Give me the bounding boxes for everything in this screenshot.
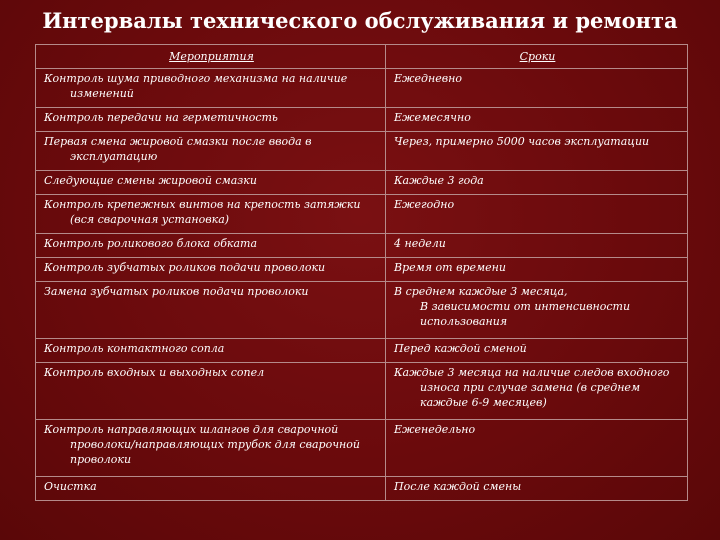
cell-line: износа при случае замена (в среднем xyxy=(420,381,641,394)
table-row xyxy=(36,420,688,477)
table-body xyxy=(36,69,688,501)
cell-term xyxy=(386,132,688,171)
cell-term xyxy=(386,171,688,195)
cell-line: Следующие смены жировой смазки xyxy=(44,174,257,187)
table-row xyxy=(36,282,688,339)
table-row xyxy=(36,108,688,132)
cell-line: Каждые 3 месяца на наличие следов входного xyxy=(394,366,670,379)
table-row xyxy=(36,69,688,108)
cell-term xyxy=(386,339,688,363)
cell-task xyxy=(36,108,386,132)
cell-term xyxy=(386,234,688,258)
cell-task xyxy=(36,234,386,258)
table-header-row xyxy=(36,45,688,69)
table-row xyxy=(36,195,688,234)
cell-line: После каждой смены xyxy=(394,480,522,493)
cell-task xyxy=(36,420,386,477)
cell-term xyxy=(386,195,688,234)
page-title: Интервалы технического обслуживания и ремонта xyxy=(42,8,678,33)
cell-line: Контроль входных и выходных сопел xyxy=(44,366,265,379)
table-row xyxy=(36,132,688,171)
cell-task xyxy=(36,258,386,282)
cell-line: Замена зубчатых роликов подачи проволоки xyxy=(44,285,309,298)
cell-line: проволоки/направляющих трубок для сварочной xyxy=(70,438,361,451)
cell-term xyxy=(386,69,688,108)
cell-task xyxy=(36,69,386,108)
cell-line: Контроль крепежных винтов на крепость затяжки xyxy=(44,198,361,211)
cell-term xyxy=(386,363,688,420)
cell-line: Первая смена жировой смазки после ввода в xyxy=(44,135,312,148)
cell-line: Контроль контактного сопла xyxy=(44,342,225,355)
cell-line: использования xyxy=(420,315,508,328)
cell-line: Контроль направляющих шлангов для сварочной xyxy=(44,423,339,436)
cell-task xyxy=(36,132,386,171)
cell-term xyxy=(386,282,688,339)
cell-line: Ежегодно xyxy=(394,198,455,211)
cell-line: Ежедневно xyxy=(394,72,463,85)
cell-line: В среднем каждые 3 месяца, xyxy=(394,285,568,298)
cell-line: изменений xyxy=(70,87,134,100)
cell-line: 4 недели xyxy=(394,237,446,250)
cell-line: Ежемесячно xyxy=(394,111,471,124)
cell-line: Каждые 3 года xyxy=(394,174,484,187)
cell-line: проволоки xyxy=(70,453,132,466)
cell-line: Через, примерно 5000 часов эксплуатации xyxy=(394,135,650,148)
cell-task xyxy=(36,195,386,234)
column-header-terms: Сроки xyxy=(386,45,688,69)
cell-task xyxy=(36,363,386,420)
table-row xyxy=(36,339,688,363)
cell-line: Перед каждой сменой xyxy=(394,342,527,355)
cell-term xyxy=(386,108,688,132)
table-row xyxy=(36,363,688,420)
table-row xyxy=(36,171,688,195)
cell-task xyxy=(36,477,386,501)
cell-line: эксплуатацию xyxy=(70,150,158,163)
table-row xyxy=(36,258,688,282)
cell-line: Еженедельно xyxy=(394,423,476,436)
cell-term xyxy=(386,258,688,282)
cell-line: каждые 6-9 месяцев) xyxy=(420,396,547,409)
cell-line: Очистка xyxy=(44,480,97,493)
cell-task xyxy=(36,171,386,195)
cell-line: Контроль зубчатых роликов подачи проволоки xyxy=(44,261,326,274)
cell-term xyxy=(386,420,688,477)
cell-term xyxy=(386,477,688,501)
column-header-tasks: Мероприятия xyxy=(36,45,386,69)
cell-line: Контроль роликового блока обката xyxy=(44,237,258,250)
maintenance-table xyxy=(35,44,688,501)
cell-line: Контроль передачи на герметичность xyxy=(44,111,278,124)
cell-line: (вся сварочная установка) xyxy=(70,213,230,226)
cell-line: Время от времени xyxy=(394,261,506,274)
table-row xyxy=(36,477,688,501)
cell-task xyxy=(36,282,386,339)
table-row xyxy=(36,234,688,258)
cell-line: Контроль шума приводного механизма на наличие xyxy=(44,72,348,85)
cell-line: В зависимости от интенсивности xyxy=(420,300,631,313)
cell-task xyxy=(36,339,386,363)
